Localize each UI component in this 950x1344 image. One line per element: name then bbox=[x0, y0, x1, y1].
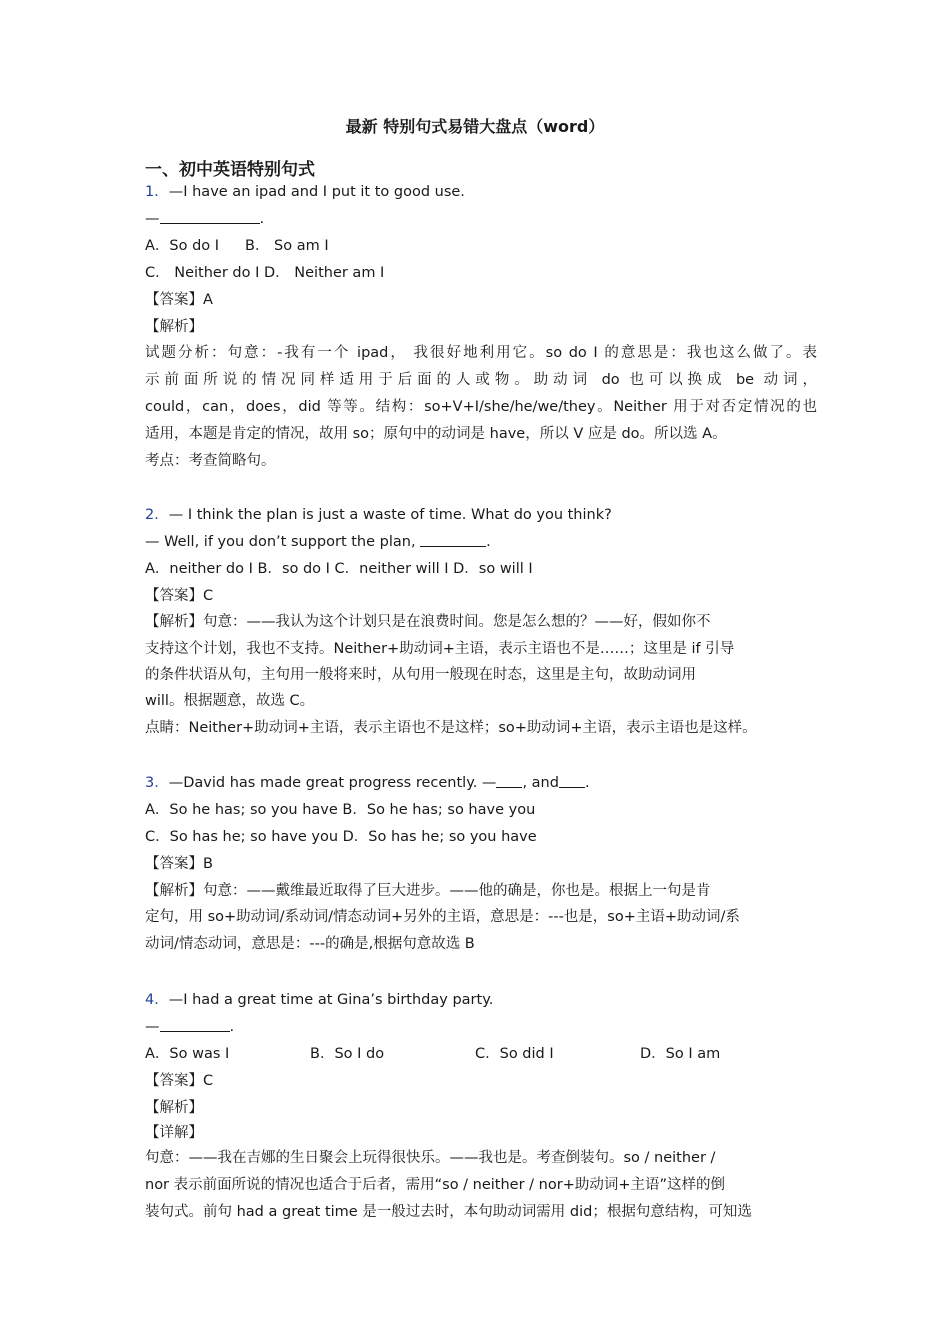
option-a: A．So was I bbox=[145, 1046, 230, 1062]
question-number: 4． bbox=[145, 992, 169, 1008]
answer-blank bbox=[160, 1017, 230, 1032]
analysis-line: 的条件状语从句，主句用一般将来时，从句用一般现在时态，这里是主句，故助动词用 bbox=[145, 667, 696, 683]
analysis-line: 【解析】句意：——我认为这个计划只是在浪费时间。您是怎么想的？——好，假如你不 bbox=[145, 614, 711, 630]
answer-blank bbox=[496, 773, 522, 788]
question-3-options-ab: A．So he has; so you have B．So he has; so have you bbox=[145, 802, 536, 818]
option-d: D． Neither am I bbox=[264, 265, 385, 281]
question-4-reply: — . bbox=[145, 1019, 235, 1035]
analysis-label: 【解析】 bbox=[145, 319, 203, 335]
answer-blank bbox=[160, 209, 260, 224]
question-2-stem: 2．— I think the plan is just a waste of time. What do you think? bbox=[145, 507, 612, 523]
question-1-reply: — . bbox=[145, 211, 265, 227]
analysis-line: 动词/情态动词，意思是：---的确是,根据句意故选 B bbox=[145, 936, 475, 952]
analysis-line: 考点：考查简略句。 bbox=[145, 453, 276, 469]
section-title: 一、初中英语特别句式 bbox=[145, 160, 315, 180]
option-d: D．So I am bbox=[640, 1046, 721, 1062]
option-b: B．So I do bbox=[310, 1046, 385, 1062]
option-c: C． Neither do I bbox=[145, 265, 260, 281]
question-3-options-cd: C．So has he; so have you D．So has he; so you have bbox=[145, 829, 537, 845]
question-2-reply: — Well, if you don’t support the plan, . bbox=[145, 534, 491, 550]
analysis-line: 适用，本题是肯定的情况，故用 so；原句中的动词是 have，所以 V 应是 do。所以选 A。 bbox=[145, 426, 727, 442]
answer-label: 【答案】C bbox=[145, 588, 214, 604]
analysis-line: 试题分析：句意：-我有一个 ipad， 我很好地利用它。so do I 的意思是：我也这么做了。表 bbox=[145, 345, 817, 361]
answer-label: 【答案】A bbox=[145, 292, 213, 308]
answer-label: 【答案】C bbox=[145, 1073, 214, 1089]
analysis-line: 【解析】句意：——戴维最近取得了巨大进步。——他的确是，你也是。根据上一句是肯 bbox=[145, 883, 711, 899]
analysis-line: will。根据题意，故选 C。 bbox=[145, 693, 315, 709]
option-c: C．So did I bbox=[475, 1046, 554, 1062]
analysis-line: could，can，does，did 等等。结构：so+V+I/she/he/we/they。Neither 用于对否定情况的也 bbox=[145, 399, 817, 415]
option-a: A．So do I bbox=[145, 238, 220, 254]
analysis-line: 句意：——我在吉娜的生日聚会上玩得很快乐。——我也是。考查倒装句。so / neither / bbox=[145, 1150, 716, 1166]
question-number: 2． bbox=[145, 507, 169, 523]
question-4-stem: 4．—I had a great time at Gina’s birthday party. bbox=[145, 992, 494, 1008]
analysis-line: 点睛：Neither+助动词+主语，表示主语也不是这样；so+助动词+主语，表示主语也是这样。 bbox=[145, 720, 757, 736]
option-b: B． So am I bbox=[245, 238, 329, 254]
analysis-label: 【解析】 bbox=[145, 1100, 203, 1116]
answer-label: 【答案】B bbox=[145, 856, 213, 872]
answer-blank bbox=[420, 532, 486, 547]
question-2-options: A．neither do I B．so do I C．neither will I D．so will I bbox=[145, 561, 533, 577]
question-1-stem: 1．—I have an ipad and I put it to good use. bbox=[145, 184, 465, 200]
question-number: 3． bbox=[145, 775, 169, 791]
document-title: 最新 特别句式易错大盘点（word） bbox=[345, 117, 605, 136]
analysis-line: 装句式。前句 had a great time 是一般过去时，本句助动词需用 did；根据句意结构，可知选 bbox=[145, 1204, 752, 1220]
question-number: 1． bbox=[145, 184, 169, 200]
analysis-line: 定句，用 so+助动词/系动词/情态动词+另外的主语，意思是：---也是，so+主语+助动词/系 bbox=[145, 909, 740, 925]
analysis-line: 示前面所说的情况同样适用于后面的人或物。助动词 do 也可以换成 be 动词， bbox=[145, 372, 817, 388]
answer-blank bbox=[559, 773, 585, 788]
analysis-line: 支持这个计划，我也不支持。Neither+助动词+主语，表示主语也不是……；这里是 if 引导 bbox=[145, 641, 735, 657]
question-3-stem: 3．—David has made great progress recently. — , and . bbox=[145, 775, 590, 791]
analysis-line: nor 表示前面所说的情况也适合于后者，需用“so / neither / nor+助动词+主语”这样的倒 bbox=[145, 1177, 726, 1193]
detail-label: 【详解】 bbox=[145, 1125, 203, 1141]
